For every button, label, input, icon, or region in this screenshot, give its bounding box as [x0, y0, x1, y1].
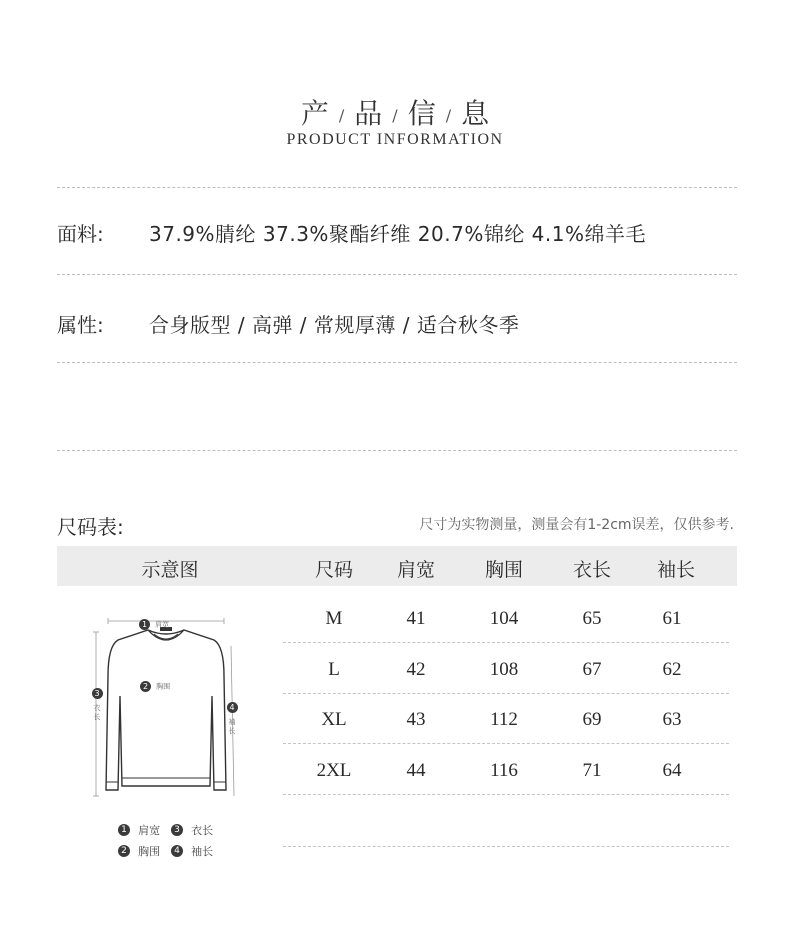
table-cell-chest: 112	[490, 709, 518, 730]
column-header-chest: 胸围	[484, 559, 523, 581]
table-cell-shoulder: 44	[406, 760, 426, 781]
title-separator: /	[445, 106, 452, 125]
attributes-value: 合身版型 / 高弹 / 常规厚薄 / 适合秋冬季	[149, 313, 520, 337]
table-cell-length: 71	[582, 760, 602, 781]
page-subtitle: PRODUCT INFORMATION	[286, 131, 504, 148]
table-cell-shoulder: 41	[406, 608, 426, 629]
table-cell-shoulder: 43	[406, 709, 426, 730]
number-3-icon: 3	[171, 824, 183, 836]
row-divider	[283, 642, 729, 643]
page-title	[0, 92, 790, 132]
table-cell-size: 2XL	[316, 760, 352, 781]
legend-item: 1 肩宽	[118, 819, 160, 838]
row-divider	[283, 743, 729, 744]
legend-item: 4 袖长	[171, 840, 213, 859]
column-header-sleeve: 袖长	[656, 559, 695, 581]
column-header-length: 衣长	[572, 559, 611, 581]
title-separator: /	[392, 106, 398, 125]
title-char-1: 产	[300, 97, 329, 130]
number-1-icon: 1	[118, 824, 130, 836]
divider	[57, 274, 737, 275]
number-4-icon: 4	[171, 845, 183, 857]
number-3-icon: 3	[92, 688, 103, 699]
row-divider	[283, 693, 729, 694]
table-cell-size: XL	[321, 709, 347, 730]
marker-sleeve: 4 袖长	[228, 703, 236, 735]
number-4-icon: 4	[227, 702, 238, 713]
marker-length: 3 衣长	[93, 689, 101, 721]
title-char-2: 品	[354, 97, 383, 130]
divider	[57, 450, 737, 451]
sweater-outline	[106, 630, 226, 790]
legend-item: 3 衣长	[171, 819, 213, 838]
table-cell-length: 69	[582, 709, 602, 730]
divider	[57, 187, 737, 188]
marker-chest: 2 胸围	[140, 676, 170, 695]
size-chart-note: 尺寸为实物测量，测量会有1-2cm误差，仅供参考.	[419, 517, 734, 533]
column-header-size: 尺码	[314, 559, 353, 581]
table-cell-chest: 108	[489, 659, 519, 680]
number-2-icon: 2	[118, 845, 130, 857]
title-char-3: 信	[407, 97, 436, 130]
number-1-icon: 1	[139, 619, 150, 630]
table-cell-size: L	[328, 659, 340, 680]
fabric-label: 面料:	[57, 222, 104, 246]
column-header-diagram: 示意图	[141, 559, 199, 581]
legend-item: 2 胸围	[118, 840, 160, 859]
table-cell-length: 65	[582, 608, 602, 629]
table-cell-chest: 104	[489, 608, 519, 629]
column-header-shoulder: 肩宽	[396, 559, 435, 581]
table-cell-size: M	[325, 608, 343, 629]
table-cell-length: 67	[582, 659, 602, 680]
size-chart-title: 尺码表:	[57, 515, 124, 539]
table-cell-chest: 116	[490, 760, 518, 781]
title-char-4: 息	[461, 97, 490, 130]
table-cell-sleeve: 64	[662, 760, 682, 781]
marker-shoulder: 1 肩宽	[139, 614, 169, 633]
fabric-value: 37.9%腈纶 37.3%聚酯纤维 20.7%锦纶 4.1%绵羊毛	[149, 222, 646, 246]
attributes-label: 属性:	[57, 313, 104, 337]
table-cell-shoulder: 42	[406, 659, 426, 680]
table-cell-sleeve: 62	[662, 659, 682, 680]
title-separator: /	[338, 106, 345, 125]
table-cell-sleeve: 63	[662, 709, 682, 730]
divider	[57, 362, 737, 363]
table-cell-sleeve: 61	[662, 608, 682, 629]
row-divider	[283, 794, 729, 795]
row-divider	[283, 846, 729, 847]
number-2-icon: 2	[140, 681, 151, 692]
